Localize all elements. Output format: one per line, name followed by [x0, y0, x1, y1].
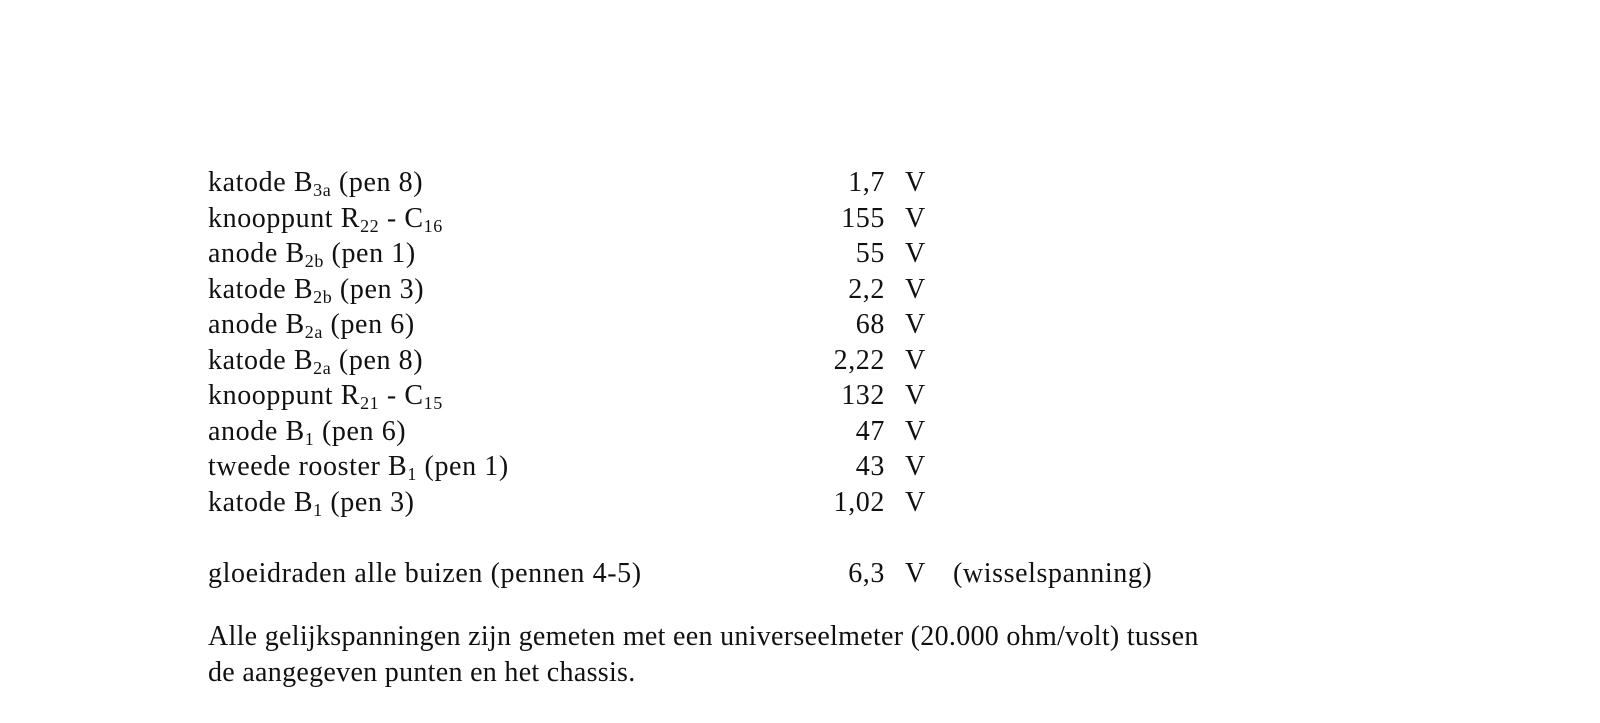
footnote-line: de aangegeven punten en het chassis. — [208, 657, 636, 688]
measurement-value: 1,7 — [848, 167, 885, 198]
measurement-value: 43 — [855, 451, 885, 482]
measurement-label: knooppunt $R_{22} - C_{16}$ — [208, 202, 443, 236]
measurement-unit: V — [905, 380, 926, 411]
measurement-value: 2,22 — [833, 344, 885, 376]
measurement-value: 132 — [841, 380, 885, 411]
measurement-value: 47 — [855, 415, 885, 447]
filament-unit: V — [905, 558, 926, 589]
measurement-unit: V — [905, 202, 926, 234]
measurement-label: anode $B_{2b}$ (pen 1) — [208, 238, 416, 271]
measurement-unit: V — [905, 167, 926, 198]
measurement-label: katode $B_{3a}$ (pen 8) — [208, 167, 424, 200]
measurement-value: 68 — [855, 309, 885, 340]
measurement-label: katode $B_{2a}$ (pen 8) — [208, 344, 424, 378]
filament-label: gloeidraden alle buizen (pennen 4-5) — [208, 558, 642, 589]
measurement-unit: V — [905, 238, 926, 269]
footnote-line: Alle gelijkspanningen zijn gemeten met een universeelmeter (20.000 ohm/volt) tussen — [208, 621, 1199, 652]
filament-note: (wisselspanning) — [953, 558, 1153, 589]
measurement-label: katode $B_{2b}$ (pen 3) — [208, 273, 425, 307]
measurement-unit: V — [905, 451, 926, 482]
measurement-label: anode $B_{2a}$ (pen 6) — [208, 309, 415, 342]
measurement-label: katode $B_1$ (pen 3) — [208, 486, 415, 520]
measurement-label: tweede rooster $B_1$ (pen 1) — [208, 451, 509, 484]
filament-value: 6,3 — [848, 558, 885, 589]
measurement-unit: V — [905, 309, 926, 340]
measurement-unit: V — [905, 273, 926, 305]
measurement-label: knooppunt $R_{21} - C_{15}$ — [208, 380, 443, 413]
measurement-value: 155 — [841, 202, 885, 234]
measurement-unit: V — [905, 344, 926, 376]
measurement-footnote — [208, 619, 1448, 691]
measurement-unit: V — [905, 415, 926, 447]
measurement-value: 2,2 — [848, 273, 885, 305]
measurement-value: 55 — [855, 238, 885, 269]
measurement-value: 1,02 — [833, 486, 885, 518]
measurement-unit: V — [905, 486, 926, 518]
measurement-label: anode $B_1$ (pen 6) — [208, 415, 407, 449]
